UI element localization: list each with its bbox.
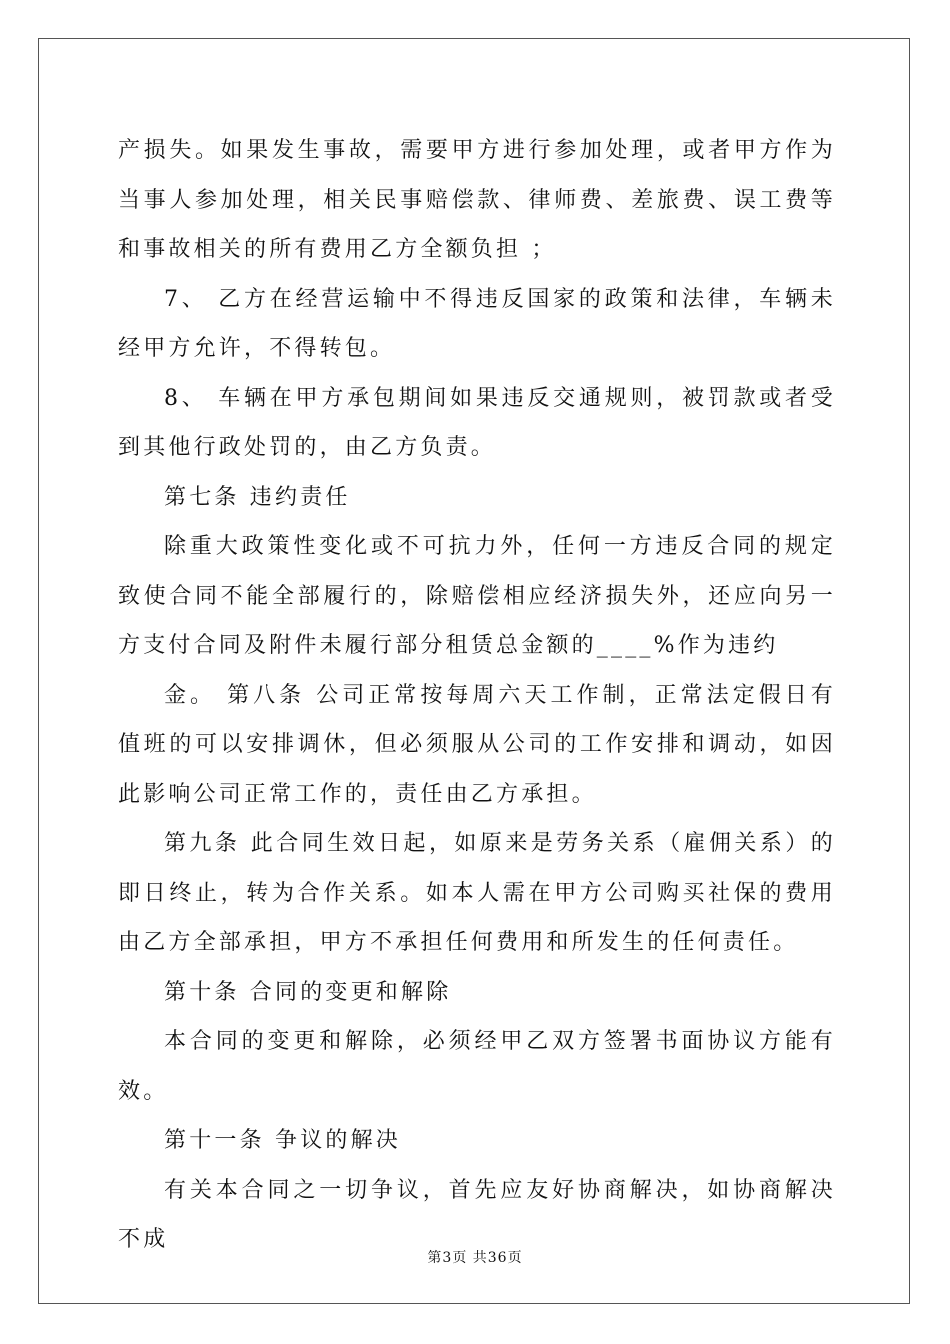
- paragraph-breach-liability: 除重大政策性变化或不可抗力外，任何一方违反合同的规定致使合同不能全部履行的，除赔偿相应经济损失外，还应向另一方支付合同及附件未履行部分租赁总金额的____%作为违约: [118, 534, 836, 658]
- paragraph-accident-costs: 产损失。如果发生事故，需要甲方进行参加处理，或者甲方作为当事人参加处理，相关民事赔偿款、律师费、差旅费、误工费等和事故相关的所有费用乙方全额负担 ；: [118, 138, 836, 262]
- paragraph-clause-8: 8、 车辆在甲方承包期间如果违反交通规则，被罚款或者受到其他行政处罚的，由乙方负责。: [118, 385, 836, 460]
- paragraph-contract-modification: 本合同的变更和解除，必须经甲乙双方签署书面协议方能有效。: [118, 1029, 836, 1104]
- document-body: [118, 126, 836, 1265]
- paragraph-clause-7: 7、 乙方在经营运输中不得违反国家的政策和法律，车辆未经甲方允许，不得转包。: [118, 286, 836, 361]
- paragraph-dispute-resolution: 有关本合同之一切争议，首先应友好协商解决，如协商解决不成: [118, 1177, 836, 1252]
- heading-article-7: 第七条 违约责任: [164, 484, 351, 510]
- heading-article-11: 第十一条 争议的解决: [164, 1128, 401, 1153]
- paragraph-article-9: 第九条 此合同生效日起，如原来是劳务关系（雇佣关系）的即日终止，转为合作关系。如本人需在甲方公司购买社保的费用由乙方全部承担，甲方不承担任何费用和所发生的任何责任。: [118, 831, 836, 955]
- paragraph-article-8: 金。 第八条 公司正常按每周六天工作制，正常法定假日有值班的可以安排调休，但必须服从公司的工作安排和调动，如因此影响公司正常工作的，责任由乙方承担。: [118, 682, 836, 807]
- page-number-footer: 第3页 共36页: [427, 1250, 523, 1266]
- heading-article-10: 第十条 合同的变更和解除: [164, 979, 452, 1005]
